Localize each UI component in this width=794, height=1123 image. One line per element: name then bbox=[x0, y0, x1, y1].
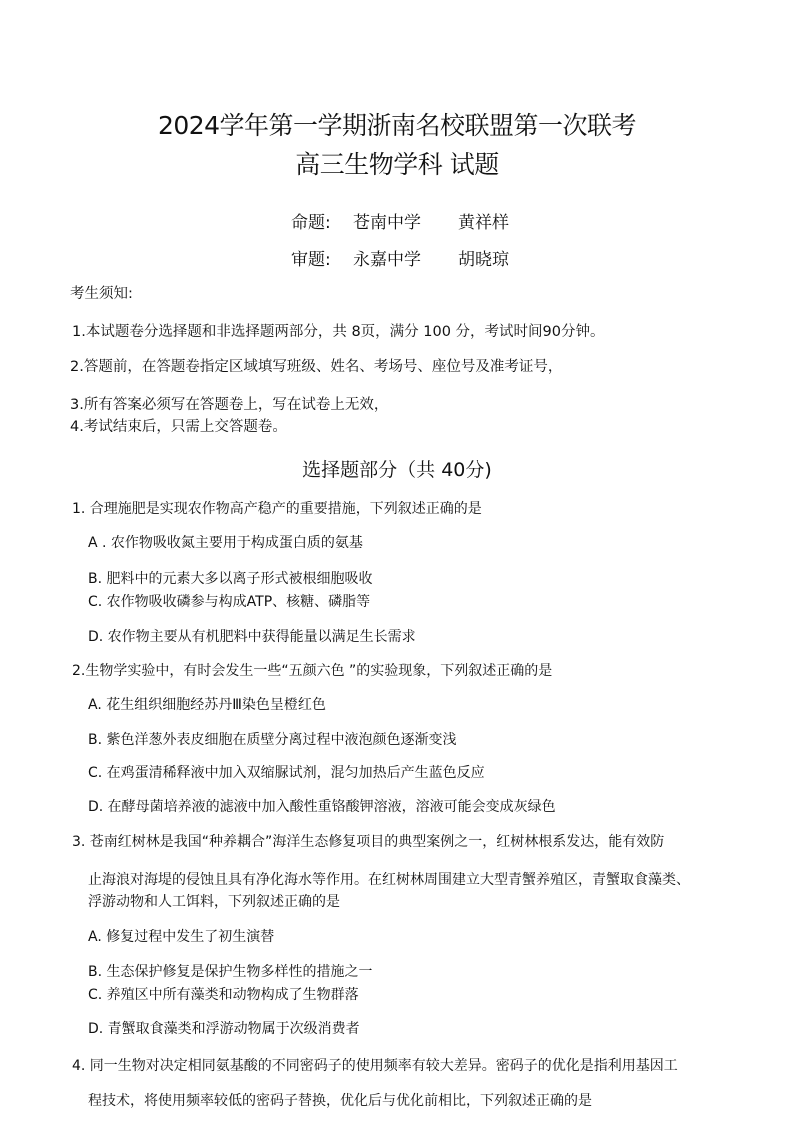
question-option: B. 紫色洋葱外表皮细胞在质壁分离过程中液泡颜色逐渐变浅 bbox=[88, 732, 457, 748]
question-option: C. 农作物吸收磷参与构成ATP、核糖、磷脂等 bbox=[88, 594, 371, 610]
author-name: 黄祥样 bbox=[458, 213, 509, 233]
reviewer-label: 审题: bbox=[291, 250, 331, 270]
question-option: B. 生态保护修复是保护生物多样性的措施之一 bbox=[88, 964, 373, 980]
question-option: D. 在酵母菌培养液的滤液中加入酸性重铬酸钾溶液，溶液可能会变成灰绿色 bbox=[88, 799, 556, 815]
notice-item: 3.所有答案必须写在答题卷上，写在试卷上无效， bbox=[70, 397, 389, 413]
notice-heading: 考生须知: bbox=[70, 286, 133, 302]
question-option: D. 青蟹取食藻类和浮游动物属于次级消费者 bbox=[88, 1021, 360, 1037]
question-stem: 浮游动物和人工饵料，下列叙述正确的是 bbox=[88, 894, 340, 910]
question-option: C. 养殖区中所有藻类和动物构成了生物群落 bbox=[88, 987, 359, 1003]
question-stem: 1. 合理施肥是实现农作物高产稳产的重要措施，下列叙述正确的是 bbox=[72, 501, 482, 517]
question-option: A. 修复过程中发生了初生演替 bbox=[88, 929, 275, 945]
question-stem: 程技术，将使用频率较低的密码子替换，优化后与优化前相比，下列叙述正确的是 bbox=[88, 1093, 592, 1109]
question-stem: 4. 同一生物对决定相同氨基酸的不同密码子的使用频率有较大差异。密码子的优化是指利用基因工 bbox=[72, 1058, 678, 1074]
question-option: B. 肥料中的元素大多以离子形式被根细胞吸收 bbox=[88, 571, 373, 587]
question-stem: 2.生物学实验中，有时会发生一些“五颜六色 ”的实验现象，下列叙述正确的是 bbox=[72, 663, 553, 679]
notice-item: 4.考试结束后，只需上交答题卷。 bbox=[70, 419, 287, 435]
reviewer-school: 永嘉中学 bbox=[353, 250, 421, 270]
question-option: A . 农作物吸收氮主要用于构成蛋白质的氨基 bbox=[88, 535, 363, 551]
question-option: A. 花生组织细胞经苏丹Ⅲ染色呈橙红色 bbox=[88, 697, 326, 713]
notice-item: 2.答题前，在答题卷指定区域填写班级、姓名、考场号、座位号及准考证号， bbox=[70, 359, 563, 375]
question-stem: 3. 苍南红树林是我国“种养耦合”海洋生态修复项目的典型案例之一，红树林根系发达，能有效防 bbox=[72, 834, 665, 850]
exam-subtitle: 高三生物学科 试题 bbox=[295, 150, 499, 179]
question-stem: 止海浪对海堤的侵蚀且具有净化海水等作用。在红树林周围建立大型青蟹养殖区，青蟹取食藻类、 bbox=[88, 872, 690, 888]
question-option: C. 在鸡蛋清稀释液中加入双缩脲试剂，混匀加热后产生蓝色反应 bbox=[88, 765, 485, 781]
section-title: 选择题部分（共 40分) bbox=[302, 459, 492, 481]
reviewer-name: 胡晓琼 bbox=[458, 250, 509, 270]
author-label: 命题: bbox=[291, 213, 331, 233]
author-school: 苍南中学 bbox=[353, 213, 421, 233]
notice-item: 1.本试题卷分选择题和非选择题两部分，共 8页，满分 100 分，考试时间90分钟。 bbox=[72, 324, 605, 340]
question-option: D. 农作物主要从有机肥料中获得能量以满足生长需求 bbox=[88, 629, 416, 645]
exam-title: 2024学年第一学期浙南名校联盟第一次联考 bbox=[157, 111, 637, 140]
